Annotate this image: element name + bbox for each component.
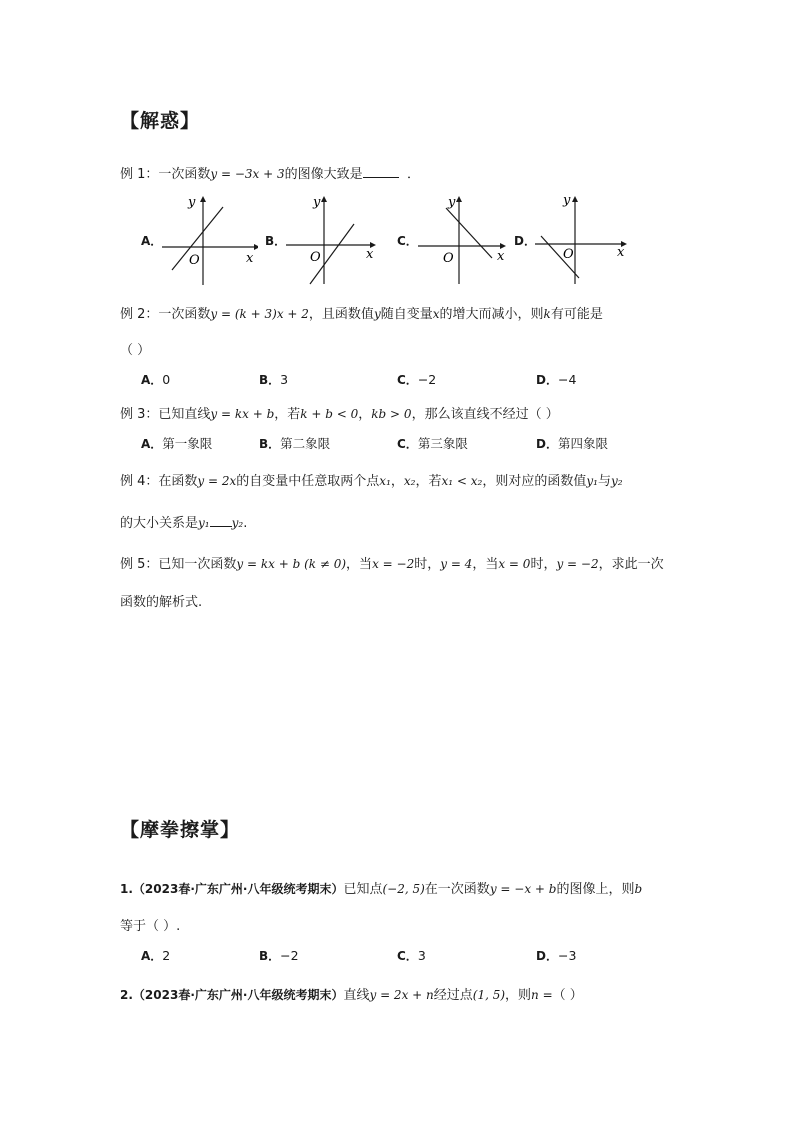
option-value: 2 bbox=[162, 948, 171, 963]
q1-var-b: b bbox=[634, 882, 643, 896]
ex5-condition: y = −2 bbox=[556, 557, 599, 571]
q1-text: 在一次函数 bbox=[424, 882, 490, 897]
ex2-var-y: y bbox=[373, 307, 381, 321]
ex4-var-y2: y₂ bbox=[231, 516, 244, 530]
option-value: 第一象限 bbox=[162, 436, 213, 451]
q1-equation: y = −x + b bbox=[489, 882, 557, 896]
ex4-text: ， bbox=[390, 474, 404, 489]
ex4-text: 的大小关系是 bbox=[120, 516, 199, 531]
ex5-condition: x = −2 bbox=[372, 557, 415, 571]
ex2-option-b[interactable] bbox=[259, 371, 288, 388]
ex5-equation: y = kx + b (k ≠ 0) bbox=[236, 557, 347, 571]
ex1-end: ． bbox=[406, 167, 420, 182]
q1-number: 1. bbox=[120, 882, 133, 896]
ex2-text: 的增大而减小，则 bbox=[439, 307, 544, 322]
ex1-option-d-label[interactable]: D． bbox=[514, 234, 536, 248]
ex2-var-k: k bbox=[543, 307, 551, 321]
option-label: B． bbox=[259, 949, 281, 963]
example-2-question bbox=[120, 303, 603, 322]
ex5-text: ，当 bbox=[472, 557, 499, 572]
y-axis-label: y bbox=[313, 195, 321, 210]
ex3-suffix: ，那么该直线不经过（ ） bbox=[411, 407, 559, 422]
option-label: D． bbox=[536, 437, 558, 451]
option-label: D． bbox=[536, 949, 558, 963]
x-axis-arrow-icon bbox=[254, 244, 258, 250]
ex2-option-c[interactable] bbox=[397, 371, 436, 388]
q2-text: ，则 bbox=[505, 988, 532, 1003]
q1-source: （2023春·广东广州·八年级统考期末） bbox=[132, 882, 344, 896]
ex5-condition: x = 0 bbox=[498, 557, 531, 571]
q2-source: （2023春·广东广州·八年级统考期末） bbox=[132, 988, 344, 1002]
ex4-equation: y = 2x bbox=[197, 474, 237, 488]
option-label: A． bbox=[141, 949, 163, 963]
question-2 bbox=[120, 984, 583, 1003]
ex2-var-x: x bbox=[432, 307, 440, 321]
ex4-end: . bbox=[243, 516, 248, 531]
example-5-question bbox=[120, 553, 664, 572]
ex5-prefix: 例 5：已知一次函数 bbox=[120, 557, 237, 572]
option-label: C． bbox=[397, 949, 418, 963]
ex1-graph-d bbox=[531, 192, 631, 292]
ex3-option-b[interactable] bbox=[259, 434, 330, 452]
question-1 bbox=[120, 878, 642, 897]
q1-point: (−2, 5) bbox=[382, 882, 425, 896]
q1-text: 已知点 bbox=[343, 882, 383, 897]
q1-option-c[interactable] bbox=[397, 947, 426, 964]
ex1-prefix: 例 1：一次函数 bbox=[120, 167, 211, 182]
ex5-text: 时， bbox=[530, 557, 557, 572]
q2-var-n: n = bbox=[531, 988, 553, 1002]
ex3-condition-2: kb > 0 bbox=[371, 407, 412, 421]
origin-label: O bbox=[189, 253, 200, 268]
origin-label: O bbox=[443, 251, 454, 266]
ex3-option-a[interactable] bbox=[141, 434, 212, 452]
ex2-equation: y = (k + 3)x + 2 bbox=[210, 307, 309, 321]
ex3-equation: y = kx + b bbox=[210, 407, 275, 421]
q1-option-d[interactable] bbox=[536, 947, 576, 964]
x-axis-label: x bbox=[366, 247, 374, 262]
ex4-var-x2: x₂ bbox=[403, 474, 416, 488]
ex5-condition: y = 4 bbox=[440, 557, 473, 571]
ex4-var-y1: y₁ bbox=[586, 474, 598, 488]
ex4-text: 的自变量中任意取两个点 bbox=[236, 474, 380, 489]
ex3-prefix: 例 3：已知直线 bbox=[120, 407, 211, 422]
option-value: 3 bbox=[280, 372, 289, 387]
option-value: −4 bbox=[557, 372, 577, 387]
ex5-text: ，当 bbox=[346, 557, 373, 572]
ex2-prefix: 例 2：一次函数 bbox=[120, 307, 211, 322]
y-axis-label: y bbox=[563, 193, 571, 208]
q1-option-a[interactable] bbox=[141, 947, 170, 964]
ex1-answer-blank[interactable] bbox=[363, 177, 399, 178]
option-value: 第三象限 bbox=[417, 436, 468, 451]
ex3-text: ， bbox=[358, 407, 372, 422]
ex4-var-y1: y₁ bbox=[198, 516, 210, 530]
ex4-text: 与 bbox=[597, 474, 611, 489]
q2-text: 经过点 bbox=[433, 988, 473, 1003]
ex1-graph-b bbox=[282, 192, 382, 292]
ex1-graph-a bbox=[158, 192, 258, 292]
ex4-answer-blank[interactable] bbox=[210, 526, 232, 527]
ex4-var-y2: y₂ bbox=[610, 474, 623, 488]
ex3-option-d[interactable] bbox=[536, 434, 608, 452]
ex4-inequality: x₁ < x₂ bbox=[441, 474, 483, 488]
ex3-option-c[interactable] bbox=[397, 434, 468, 452]
example-1-question bbox=[120, 163, 420, 182]
ex1-option-b-label[interactable]: B． bbox=[265, 234, 287, 248]
y-axis-arrow-icon bbox=[321, 196, 327, 202]
y-axis-arrow-icon bbox=[200, 196, 206, 202]
example-3-question bbox=[120, 403, 559, 422]
ex1-option-a-label[interactable]: A． bbox=[141, 234, 163, 248]
ex1-graph-c bbox=[414, 192, 514, 292]
x-axis-label: x bbox=[497, 249, 505, 264]
q1-option-b[interactable] bbox=[259, 947, 299, 964]
ex5-line-2: 函数的解析式. bbox=[120, 595, 203, 610]
q2-text: 直线 bbox=[343, 988, 370, 1003]
y-axis-label: y bbox=[188, 195, 196, 210]
option-label: C． bbox=[397, 437, 418, 451]
option-value: 0 bbox=[162, 372, 171, 387]
x-axis-label: x bbox=[617, 245, 625, 260]
y-axis-arrow-icon bbox=[572, 196, 578, 202]
option-value: −2 bbox=[280, 948, 299, 963]
option-value: −2 bbox=[417, 372, 437, 387]
q1-line-2[interactable]: 等于（ ）. bbox=[120, 919, 181, 934]
ex3-text: ，若 bbox=[274, 407, 301, 422]
ex2-option-d[interactable] bbox=[536, 371, 576, 388]
option-label: A． bbox=[141, 437, 163, 451]
ex4-text: ，若 bbox=[415, 474, 442, 489]
option-value: 第四象限 bbox=[557, 436, 608, 451]
ex1-option-c-label[interactable]: C． bbox=[397, 234, 418, 248]
option-label: B． bbox=[259, 373, 281, 387]
option-value: 第二象限 bbox=[280, 436, 331, 451]
ex5-text: 时， bbox=[414, 557, 441, 572]
option-label: C． bbox=[397, 373, 418, 387]
ex3-condition-1: k + b < 0 bbox=[300, 407, 359, 421]
q2-number: 2. bbox=[120, 988, 133, 1002]
ex4-text: ，则对应的函数值 bbox=[482, 474, 587, 489]
ex1-suffix: 的图像大致是 bbox=[284, 167, 363, 182]
origin-label: O bbox=[310, 250, 321, 265]
y-axis-label: y bbox=[448, 195, 456, 210]
ex2-text: ，且函数值 bbox=[308, 307, 374, 322]
y-axis-arrow-icon bbox=[456, 196, 462, 202]
ex2-option-a[interactable] bbox=[141, 371, 170, 388]
ex1-equation: y = −3x + 3 bbox=[210, 167, 285, 181]
option-value: 3 bbox=[417, 948, 426, 963]
option-label: B． bbox=[259, 437, 281, 451]
ex4-prefix: 例 4：在函数 bbox=[120, 474, 198, 489]
ex2-text: 随自变量 bbox=[380, 307, 433, 322]
option-label: A． bbox=[141, 373, 163, 387]
ex2-suffix: 有可能是 bbox=[550, 307, 603, 322]
q2-equation: y = 2x + n bbox=[369, 988, 434, 1002]
ex4-line-2 bbox=[120, 512, 247, 531]
x-axis-label: x bbox=[246, 251, 254, 266]
q1-text: 的图像上，则 bbox=[556, 882, 635, 897]
origin-label: O bbox=[563, 247, 574, 262]
section-heading-moquan: 【摩拳擦掌】 bbox=[120, 819, 241, 841]
q2-answer-paren[interactable]: （ ） bbox=[552, 988, 583, 1003]
ex2-answer-paren[interactable]: （ ） bbox=[120, 343, 151, 358]
example-4-question bbox=[120, 470, 623, 489]
q2-point: (1, 5) bbox=[472, 988, 506, 1002]
option-label: D． bbox=[536, 373, 558, 387]
section-heading-jiehuo: 【解惑】 bbox=[120, 110, 201, 132]
ex5-suffix: ，求此一次 bbox=[598, 557, 664, 572]
option-value: −3 bbox=[557, 948, 577, 963]
ex4-var-x1: x₁ bbox=[379, 474, 391, 488]
